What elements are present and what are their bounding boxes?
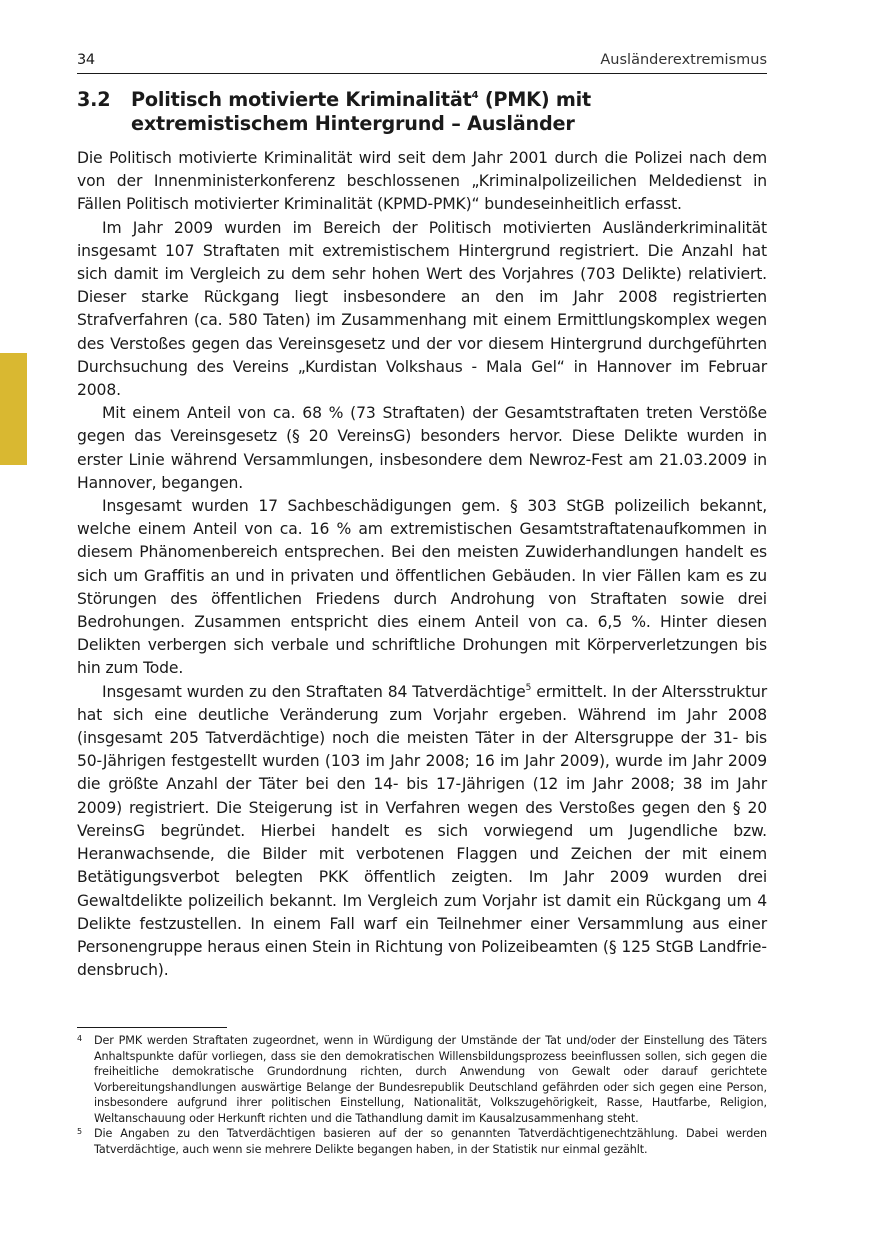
chapter-marker-tab [0, 353, 27, 465]
paragraph-5-part1: Insgesamt wurden zu den Straftaten 84 Tatverdächtige [102, 682, 526, 701]
running-title: Ausländerextremismus [600, 52, 767, 68]
footnote-4 [77, 1033, 767, 1126]
section-title [131, 88, 651, 136]
section-title-part1: Politisch motivierte Kriminalität [131, 88, 472, 111]
footnotes [77, 1033, 767, 1157]
body-text [77, 147, 767, 982]
footnote-5 [77, 1126, 767, 1157]
footnote-ref-5[interactable]: 5 [525, 682, 532, 693]
footnote-mark: 4 [77, 1034, 82, 1043]
paragraph-1: Die Politisch motivierte Kriminalität wird seit dem Jahr 2001 durch die Polizei nach dem von der Innenministerkonferenz beschlossenen „Kriminalpolizeilichen Meldedienst in Fällen Politisch motivierter Kriminalität (KPMD-PMK)“ bundeseinheitlich erfasst. [77, 149, 767, 214]
footnote-separator [77, 1027, 227, 1028]
page-number: 34 [77, 52, 95, 68]
footnote-mark: 5 [77, 1127, 82, 1136]
paragraph-3: Mit einem Anteil von ca. 68 % (73 Straftaten) der Gesamtstraftaten treten Verstöße gegen das Vereinsgesetz (§ 20 VereinsG) besonders hervor. Diese Delikte wurden in erster Linie während Versammlungen, insbesondere dem Newroz-Fest am 21.03.2009 in Hannover, begangen. [77, 404, 767, 492]
section-title-part2: (PMK) mit extremistischem Hintergrund – Ausländer [131, 88, 592, 135]
paragraph-2: Im Jahr 2009 wurden im Bereich der Politisch motivierten Ausländerkriminalität insgesamt 107 Straftaten mit extremistischem Hintergrund registriert. Die Anzahl hat sich damit im Vergleich zu dem sehr hohen Wert des Vorjahres (703 Delikte) relativiert. Dieser starke Rückgang liegt insbesondere an den im Jahr 2008 registrierten Strafverfahren (ca. 580 Taten) im Zusammenhang mit einem Ermittlungskomplex wegen des Verstoßes gegen das Vereinsgesetz und der vor diesem Hintergrund durchgeführten Durchsuchung des Vereins „Kurdistan Volkshaus - Mala Gel“ in Hannover im Februar 2008. [77, 218, 767, 400]
footnote-ref-4[interactable]: 4 [471, 90, 479, 101]
paragraph-4: Insgesamt wurden 17 Sachbeschädigungen gem. § 303 StGB polizeilich bekannt, welche einem Anteil von ca. 16 % am extremistischen Gesamtstraftatenaufkommen in diesem Phänomenbereich entsprechen. Bei den meisten Zuwiderhandlungen handelt es sich um Graffitis an und in privaten und öffentlichen Gebäuden. In vier Fällen kam es zu Störungen des öffentlichen Friedens durch Androhung von Straftaten sowie drei Bedrohungen. Zusammen entspricht dies einem Anteil von ca. 6,5 %. Hinter diesen Delikten verbergen sich verbale und schriftliche Drohungen mit Körperverletzungen bis hin zum Tode. [77, 497, 767, 678]
footnote-text: Die Angaben zu den Tatverdächtigen basieren auf der so genannten Tatverdächtigenechtzählung. Dabei werden Tatverdächtige, auch wenn sie mehrere Delikte begangen haben, in der Statistik nur einmal gezählt. [94, 1127, 767, 1156]
paragraph-5-part2: ermittelt. In der Altersstruktur hat sich eine deutliche Veränderung zum Vorjahr ergeben. Während im Jahr 2008 (insgesamt 205 Tatverdächtige) noch die meisten Täter in der Altersgruppe der 31- bis 50-Jährigen festgestellt wurden (103 im Jahr 2008; 16 im Jahr 2009), wurde im Jahr 2009 die größte Anzahl der Täter bei den 14- bis 17-Jährigen (12 im Jahr 2008; 38 im Jahr 2009) registriert. Die Steigerung ist in Verfahren wegen des Verstoßes gegen den § 20 VereinsG begründet. Hierbei handelt es sich vorwiegend um Jugendliche bzw. Heranwachsende, die Bilder mit verbotenen Flaggen und Zeichen der mit einem Betätigungsverbot belegten PKK öffentlich zeigten. Im Jahr 2009 wurden drei Gewaltdelikte polizeilich bekannt. Im Vergleich zum Vorjahr ist damit ein Rückgang um 4 Delikte festzustellen. In einem Fall warf ein Teilnehmer einer Versammlung aus einer Personengruppe heraus einen Stein in Richtung von Polizeibeamten (§ 125 StGB Landfriedensbruch). [77, 682, 767, 980]
page-header [77, 51, 767, 74]
paragraph-5 [77, 681, 767, 983]
footnote-text: Der PMK werden Straftaten zugeordnet, wenn in Würdigung der Umstände der Tat und/oder der Einstellung des Täters Anhaltspunkte dafür vorliegen, dass sie den demokratischen Willensbildungsprozess beeinflussen sollen, sich gegen die freiheitliche demokratische Grundordnung richten, durch Anwendung von Gewalt oder darauf gerichtete Vorbereitungshandlungen auswärtige Belange der Bundesrepublik Deutschland gefährden oder sich gegen eine Person, insbesondere aufgrund ihrer politischen Einstellung, Nationalität, Volkszugehörigkeit, Rasse, Hautfarbe, Religion, Weltanschauung oder Herkunft richten und die Tathandlung damit im Kausalzusammenhang steht. [94, 1034, 767, 1125]
section-number: 3.2 [77, 88, 111, 111]
